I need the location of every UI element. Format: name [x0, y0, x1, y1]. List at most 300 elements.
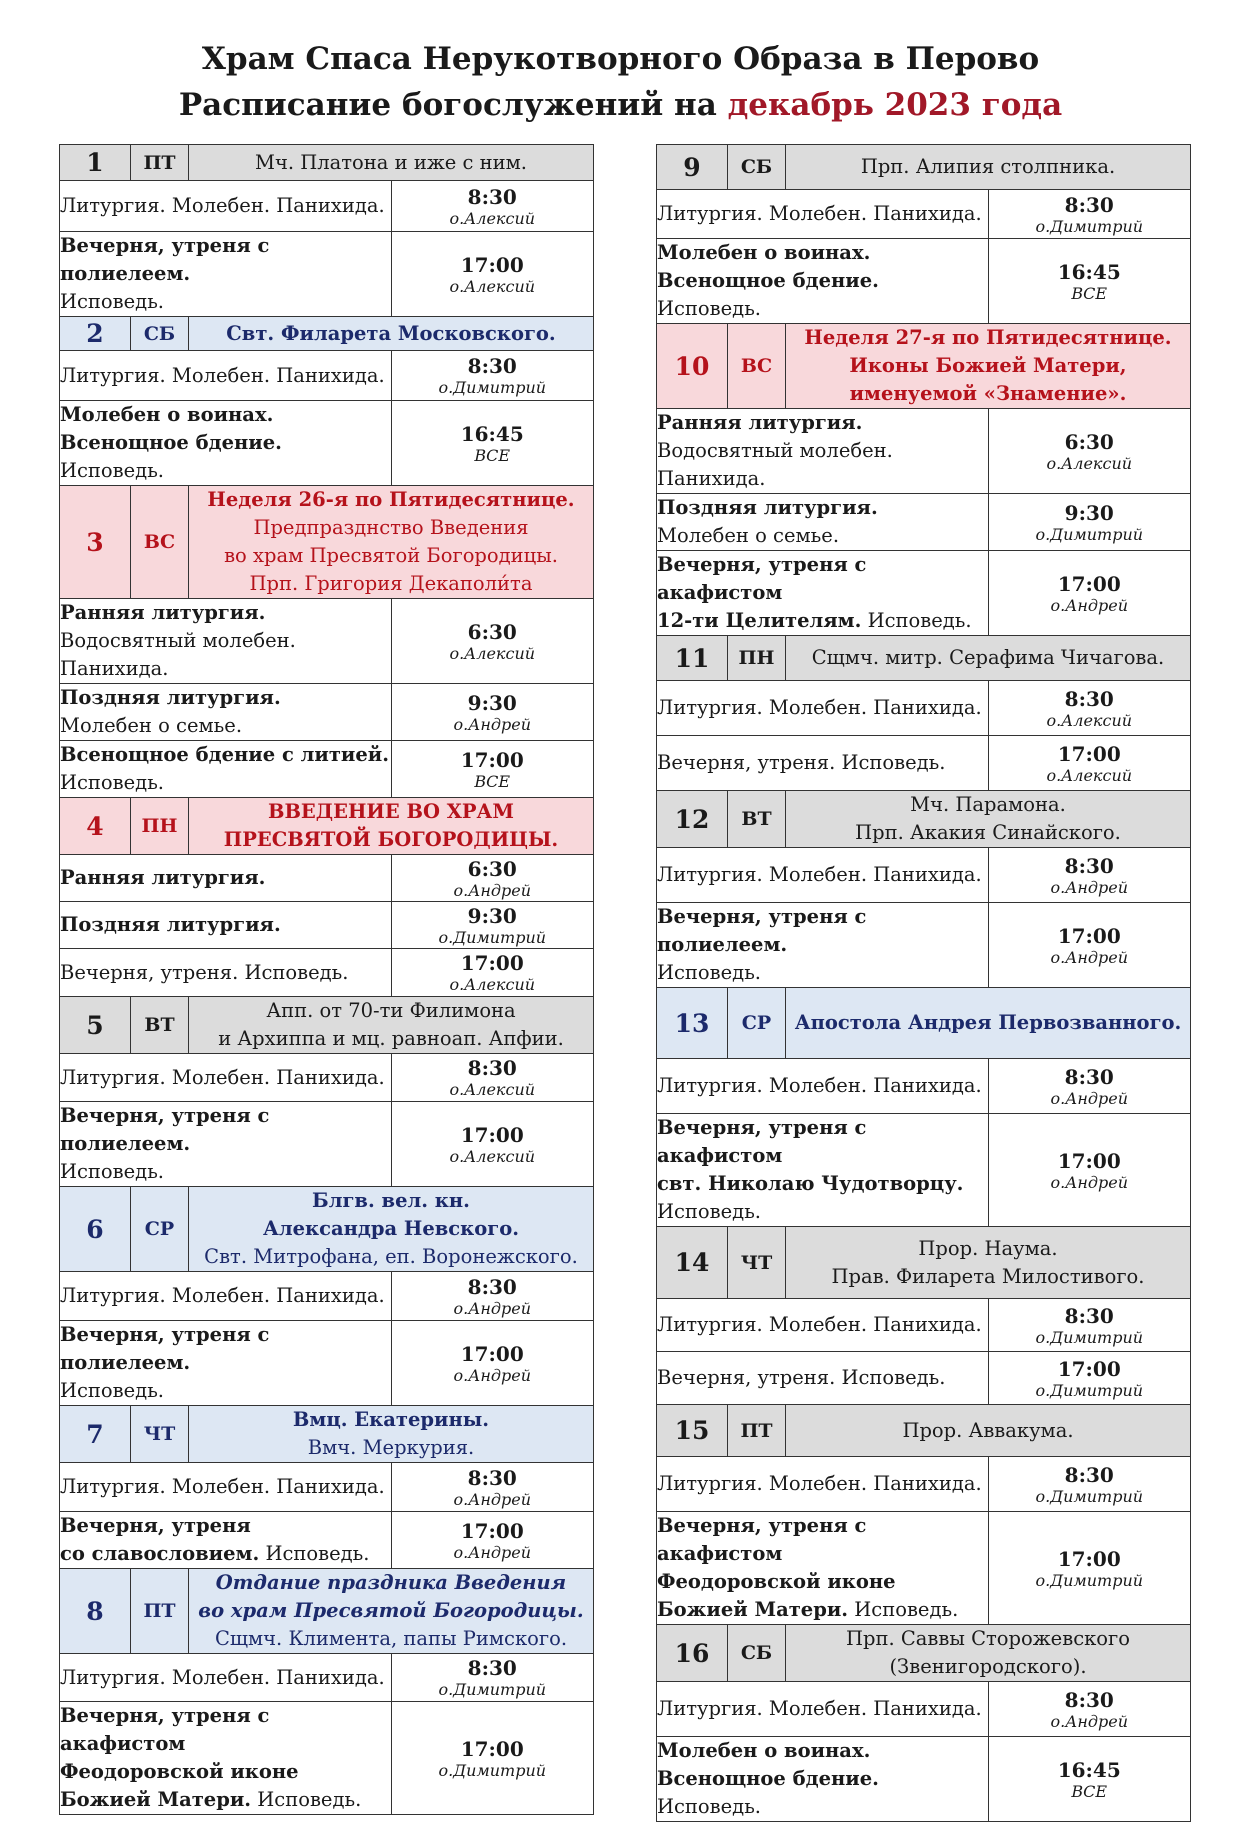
day-number: 6: [60, 1187, 131, 1272]
service-line: [60, 401, 391, 429]
text-segment: Всенощное бдение с литией.: [60, 743, 390, 766]
feast-title-line: [189, 1434, 593, 1462]
text-segment: Вечерня, утреня.: [657, 751, 836, 774]
feast-title-line: [189, 542, 593, 570]
service-line: [657, 1311, 988, 1339]
text-segment: Исповедь.: [60, 771, 165, 794]
service-priest: о.Алексий: [449, 643, 536, 663]
service-time: 17:00: [460, 1341, 524, 1366]
service-description: [60, 1702, 392, 1815]
service-line: [60, 959, 391, 987]
text-segment: Исповедь.: [657, 297, 762, 320]
service-row: [657, 848, 1191, 903]
service-row: [657, 903, 1191, 988]
weekday: ПТ: [131, 1569, 189, 1654]
service-line: [657, 1364, 988, 1392]
service-time: 9:30: [467, 690, 517, 715]
service-time-cell: [391, 1654, 594, 1702]
service-time: 17:00: [1057, 741, 1121, 766]
text-segment: Литургия. Молебен. Панихида.: [657, 1697, 982, 1720]
text-segment: Литургия. Молебен. Панихида.: [657, 696, 982, 719]
service-description: [657, 1352, 989, 1405]
weekday: СБ: [728, 1625, 786, 1682]
weekday: ПТ: [728, 1405, 786, 1457]
service-time-cell: [391, 855, 594, 902]
day-header-row: [657, 324, 1191, 409]
service-time: 8:30: [1064, 1687, 1114, 1712]
service-time: 8:30: [467, 1656, 517, 1680]
day-header-row: [60, 486, 594, 599]
text-segment: Исповедь.: [835, 1366, 946, 1389]
service-description: [657, 1737, 989, 1822]
schedule-month: декабрь 2023 года: [727, 87, 1063, 123]
text-segment: Всенощное бдение.: [60, 431, 282, 454]
day-number: 15: [657, 1405, 728, 1457]
service-line: [657, 1470, 988, 1498]
feast-title: [189, 798, 594, 855]
service-time: 17:00: [460, 1122, 524, 1147]
service-line: [657, 494, 988, 522]
service-priest: о.Димитрий: [1035, 1486, 1144, 1506]
text-segment: Вмц. Екатерины.: [292, 1408, 490, 1431]
service-time-cell: [391, 232, 594, 317]
service-time-cell: [988, 494, 1191, 551]
service-description: [60, 232, 392, 317]
weekday: ВС: [728, 324, 786, 409]
weekday: ЧТ: [131, 1406, 189, 1463]
feast-title: [786, 1227, 1191, 1299]
day-number: 2: [60, 317, 131, 351]
text-segment: Вечерня, утреня с акафистом: [657, 553, 867, 604]
feast-title-line: [189, 570, 593, 598]
text-segment: свт. Николаю Чудотворцу.: [657, 1172, 964, 1195]
weekday: СР: [131, 1187, 189, 1272]
service-line: [60, 1758, 391, 1786]
church-title: Храм Спаса Нерукотворного Образа в Перово: [201, 41, 1040, 77]
service-line: [60, 429, 391, 485]
service-time: 17:00: [1057, 1546, 1121, 1571]
day-header-row: [60, 145, 594, 181]
service-line: [60, 1321, 391, 1377]
service-time-cell: [988, 1737, 1191, 1822]
text-segment: 12-ти Целителям.: [657, 609, 862, 632]
text-segment: Вечерня, утреня.: [60, 960, 239, 984]
feast-title-line: [189, 1215, 593, 1243]
service-row: [657, 239, 1191, 324]
weekday: СБ: [728, 145, 786, 190]
service-time-cell: [988, 409, 1191, 494]
text-segment: Исповедь.: [60, 290, 165, 313]
page-header: [0, 36, 1241, 128]
service-line: [657, 409, 988, 437]
day-number: 5: [60, 997, 131, 1054]
text-segment: Литургия. Молебен. Панихида.: [657, 1313, 982, 1336]
service-time: 17:00: [460, 747, 524, 772]
service-priest: о.Димитрий: [438, 1760, 547, 1780]
text-segment: Молебен о воинах.: [60, 403, 274, 426]
feast-title-line: [786, 1625, 1190, 1653]
day-header-row: [60, 317, 594, 351]
text-segment: Литургия. Молебен. Панихида.: [60, 363, 385, 387]
service-time: 9:30: [467, 903, 517, 928]
service-time: 17:00: [1057, 1148, 1121, 1173]
service-priest: о.Димитрий: [438, 1680, 547, 1699]
service-line: [657, 1695, 988, 1723]
service-priest: о.Андрей: [1050, 1088, 1129, 1108]
service-line: [657, 437, 988, 493]
text-segment: со славословием.: [60, 1542, 260, 1565]
service-time: 8:30: [1064, 1303, 1114, 1328]
service-time-cell: [988, 1114, 1191, 1227]
text-segment: Прп. Григория Декаполи́та: [249, 572, 533, 595]
feast-title-line: [189, 514, 593, 542]
service-row: [60, 1512, 594, 1569]
service-row: [60, 741, 594, 798]
service-time: 8:30: [467, 1274, 517, 1299]
service-time: 17:00: [1057, 923, 1121, 948]
text-segment: Вмч. Меркурия.: [307, 1436, 475, 1459]
text-segment: Сщмч. митр. Серафима Чичагова.: [811, 646, 1165, 669]
text-segment: Александра Невского.: [262, 1217, 520, 1240]
day-header-row: [657, 1227, 1191, 1299]
service-line: [60, 1664, 391, 1692]
text-segment: Апостола Андрея Первозванного.: [794, 1011, 1182, 1034]
text-segment: Литургия. Молебен. Панихида.: [657, 202, 982, 225]
service-description: [657, 190, 989, 239]
service-time: 17:00: [460, 1518, 524, 1543]
service-row: [657, 1512, 1191, 1625]
service-row: [60, 1321, 594, 1406]
service-description: [657, 409, 989, 494]
day-header-row: [657, 636, 1191, 681]
service-time: 17:00: [460, 1736, 524, 1761]
text-segment: Молебен о семье.: [60, 714, 243, 737]
feast-title-line: [786, 153, 1190, 181]
service-description: [60, 684, 392, 741]
text-segment: Прор. Аввакума.: [902, 1418, 1074, 1442]
service-time-cell: [988, 736, 1191, 791]
text-segment: Исповедь.: [60, 459, 165, 482]
service-row: [60, 902, 594, 949]
day-header-row: [60, 1569, 594, 1654]
service-priest: о.Алексий: [449, 1080, 536, 1099]
service-description: [60, 1463, 392, 1512]
text-segment: Вечерня, утреня с полиелеем.: [60, 234, 270, 285]
service-priest: о.Андрей: [1050, 1172, 1129, 1192]
service-description: [657, 1059, 989, 1114]
text-segment: (Звенигородского).: [889, 1655, 1087, 1678]
service-line: [657, 1198, 988, 1226]
service-row: [60, 684, 594, 741]
service-time-cell: [391, 1702, 594, 1815]
service-line: [657, 551, 988, 607]
service-priest: о.Андрей: [1050, 877, 1129, 897]
schedule-left-column: [59, 144, 594, 1815]
text-segment: Ранняя литургия.: [657, 411, 863, 434]
day-header-row: [60, 1406, 594, 1463]
service-time-cell: [391, 1321, 594, 1406]
service-line: [657, 522, 988, 550]
service-time-cell: [391, 1463, 594, 1512]
service-row: [657, 1457, 1191, 1512]
service-line: [657, 749, 988, 777]
text-segment: Мч. Платона и иже с ним.: [255, 150, 527, 174]
weekday: ВС: [131, 486, 189, 599]
feast-title-line: [189, 1025, 593, 1053]
text-segment: Иконы Божией Матери,: [849, 354, 1127, 377]
feast-title-line: [786, 1009, 1190, 1037]
service-line: [657, 861, 988, 889]
service-row: [60, 1654, 594, 1702]
service-line: [657, 267, 988, 323]
service-line: [60, 1512, 391, 1540]
day-number: 10: [657, 324, 728, 409]
service-line: [657, 1765, 988, 1821]
service-description: [657, 1457, 989, 1512]
feast-title: [786, 791, 1191, 848]
service-line: [60, 769, 391, 797]
text-segment: Исповедь.: [259, 1542, 370, 1565]
service-description: [657, 1114, 989, 1227]
service-priest: о.Алексий: [1046, 765, 1133, 785]
text-segment: Вечерня, утреня с полиелеем.: [60, 1104, 270, 1155]
service-line: [60, 1158, 391, 1186]
service-description: [657, 239, 989, 324]
service-line: [657, 694, 988, 722]
service-line: [60, 192, 391, 220]
service-line: [657, 1596, 988, 1624]
service-time-cell: [988, 1352, 1191, 1405]
service-row: [60, 1702, 594, 1815]
service-line: [657, 1170, 988, 1198]
service-line: [60, 232, 391, 288]
text-segment: Вечерня, утреня с полиелеем.: [657, 905, 867, 956]
service-time: 17:00: [460, 951, 524, 975]
service-row: [657, 1352, 1191, 1405]
day-header-row: [657, 988, 1191, 1059]
service-line: [657, 1512, 988, 1568]
feast-title-line: [189, 1187, 593, 1215]
service-description: [60, 1272, 392, 1321]
service-row: [60, 401, 594, 486]
feast-title-line: [189, 1406, 593, 1434]
text-segment: Сщмч. Климента, папы Римского.: [214, 1627, 568, 1650]
service-description: [60, 181, 392, 232]
text-segment: Прп. Саввы Сторожевского: [845, 1627, 1131, 1650]
service-priest: о.Андрей: [453, 1542, 532, 1562]
text-segment: Блгв. вел. кн.: [312, 1189, 470, 1212]
text-segment: Свт. Митрофана, еп. Воронежского.: [204, 1245, 578, 1268]
text-segment: Свт. Филарета Московского.: [226, 321, 556, 345]
service-description: [60, 1054, 392, 1102]
feast-title-line: [189, 149, 593, 177]
feast-title-line: [786, 352, 1190, 380]
text-segment: во храм Пресвятой Богородицы.: [198, 1599, 584, 1622]
feast-title-line: [786, 791, 1190, 819]
service-row: [60, 1054, 594, 1102]
service-priest: ВСЕ: [474, 771, 511, 791]
day-number: 13: [657, 988, 728, 1059]
service-time-cell: [988, 903, 1191, 988]
service-time: 8:30: [467, 1465, 517, 1490]
text-segment: Отдание праздника Введения: [215, 1571, 567, 1594]
day-number: 7: [60, 1406, 131, 1463]
text-segment: Исповедь.: [238, 960, 349, 984]
day-header-row: [657, 791, 1191, 848]
weekday: ВТ: [728, 791, 786, 848]
service-priest: о.Андрей: [1050, 1711, 1129, 1731]
service-description: [60, 741, 392, 798]
feast-title: [786, 1405, 1191, 1457]
service-priest: о.Алексий: [449, 1146, 536, 1166]
service-time-cell: [391, 599, 594, 684]
service-line: [60, 864, 391, 892]
service-time-cell: [391, 741, 594, 798]
text-segment: Вечерня, утреня с акафистом: [657, 1514, 867, 1565]
weekday: СБ: [131, 317, 189, 351]
service-priest: о.Андрей: [453, 1489, 532, 1509]
weekday: ПТ: [131, 145, 189, 181]
text-segment: Поздняя литургия.: [60, 686, 281, 709]
service-line: [60, 599, 391, 627]
day-number: 14: [657, 1227, 728, 1299]
service-time: 8:30: [1064, 192, 1114, 217]
text-segment: Всенощное бдение.: [657, 1767, 879, 1790]
text-segment: Апп. от 70-ти Филимона: [266, 999, 516, 1022]
service-description: [657, 1299, 989, 1352]
service-priest: о.Андрей: [1050, 947, 1129, 967]
service-time: 8:30: [1064, 686, 1114, 711]
service-time: 6:30: [467, 619, 517, 644]
service-row: [60, 181, 594, 232]
service-time-cell: [391, 1054, 594, 1102]
feast-title: [189, 486, 594, 599]
feast-title: [786, 1625, 1191, 1682]
text-segment: Водосвятный молебен. Панихида.: [657, 439, 893, 490]
text-segment: Вечерня, утреня с акафистом: [60, 1704, 270, 1755]
service-row: [60, 351, 594, 401]
service-description: [657, 736, 989, 791]
text-segment: Божией Матери.: [60, 1788, 252, 1811]
service-time-cell: [391, 1512, 594, 1569]
feast-title-line: [786, 380, 1190, 408]
feast-title: [189, 1406, 594, 1463]
text-segment: Прор. Наума.: [918, 1236, 1058, 1260]
service-priest: о.Димитрий: [1035, 1327, 1144, 1347]
service-line: [60, 1702, 391, 1758]
service-row: [60, 949, 594, 997]
text-segment: Ранняя литургия.: [60, 601, 266, 624]
service-row: [657, 1299, 1191, 1352]
text-segment: Мч. Парамона.: [910, 793, 1066, 816]
service-time: 16:45: [1057, 1757, 1121, 1782]
service-row: [657, 1737, 1191, 1822]
service-priest: о.Алексий: [449, 276, 536, 296]
service-row: [60, 1463, 594, 1512]
weekday: ПН: [131, 798, 189, 855]
service-priest: ВСЕ: [474, 445, 511, 465]
service-row: [60, 232, 594, 317]
text-segment: Исповедь.: [60, 1379, 165, 1402]
text-segment: Исповедь.: [251, 1788, 362, 1811]
service-priest: о.Димитрий: [438, 378, 547, 397]
service-time: 17:00: [460, 252, 524, 277]
service-priest: о.Димитрий: [1035, 524, 1144, 544]
service-priest: о.Алексий: [449, 975, 536, 994]
schedule-right-column: [656, 144, 1191, 1822]
text-segment: ВВЕДЕНИЕ ВО ХРАМ: [267, 800, 515, 823]
service-time-cell: [391, 351, 594, 401]
feast-title-line: [786, 1653, 1190, 1681]
text-segment: Предпразднство Введения: [253, 516, 529, 539]
service-time: 8:30: [1064, 1462, 1114, 1487]
service-time-cell: [391, 1102, 594, 1187]
service-line: [657, 1737, 988, 1765]
service-time-cell: [988, 848, 1191, 903]
service-time: 17:00: [1057, 571, 1121, 596]
weekday: СР: [728, 988, 786, 1059]
service-line: [60, 1102, 391, 1158]
feast-title: [189, 997, 594, 1054]
service-line: [657, 200, 988, 228]
weekday: ВТ: [131, 997, 189, 1054]
service-line: [657, 1568, 988, 1596]
service-time: 8:30: [467, 1056, 517, 1080]
service-description: [60, 1102, 392, 1187]
text-segment: Литургия. Молебен. Панихида.: [657, 1472, 982, 1495]
feast-title-line: [786, 1235, 1190, 1263]
text-segment: Молебен о воинах.: [657, 1739, 871, 1762]
weekday: ПН: [728, 636, 786, 681]
service-row: [657, 190, 1191, 239]
service-time: 8:30: [1064, 853, 1114, 878]
feast-title-line: [189, 1597, 593, 1625]
service-row: [657, 409, 1191, 494]
schedule-title: [0, 82, 1241, 128]
service-row: [657, 1682, 1191, 1737]
service-priest: о.Димитрий: [1035, 1380, 1144, 1400]
service-time-cell: [988, 1299, 1191, 1352]
service-time: 8:30: [1064, 1064, 1114, 1089]
service-time-cell: [988, 239, 1191, 324]
text-segment: Молебен о воинах.: [657, 241, 871, 264]
service-line: [60, 684, 391, 712]
service-priest: о.Димитрий: [1035, 216, 1144, 236]
service-priest: ВСЕ: [1071, 283, 1108, 303]
text-segment: Литургия. Молебен. Панихида.: [657, 863, 982, 886]
day-number: 1: [60, 145, 131, 181]
text-segment: и Архиппа и мц. равноап. Апфии.: [218, 1027, 564, 1050]
service-description: [60, 949, 392, 997]
day-number: 11: [657, 636, 728, 681]
day-number: 3: [60, 486, 131, 599]
feast-title-line: [786, 324, 1190, 352]
service-line: [60, 712, 391, 740]
service-priest: о.Андрей: [1050, 595, 1129, 615]
service-row: [60, 1272, 594, 1321]
service-line: [60, 627, 391, 683]
text-segment: Исповедь.: [60, 1160, 165, 1183]
service-line: [60, 1064, 391, 1092]
service-time-cell: [988, 1059, 1191, 1114]
service-time-cell: [391, 949, 594, 997]
service-time-cell: [988, 190, 1191, 239]
text-segment: Литургия. Молебен. Панихида.: [60, 194, 385, 217]
day-number: 9: [657, 145, 728, 190]
service-time: 9:30: [1064, 500, 1114, 525]
service-row: [657, 494, 1191, 551]
text-segment: Литургия. Молебен. Панихида.: [60, 1475, 385, 1498]
